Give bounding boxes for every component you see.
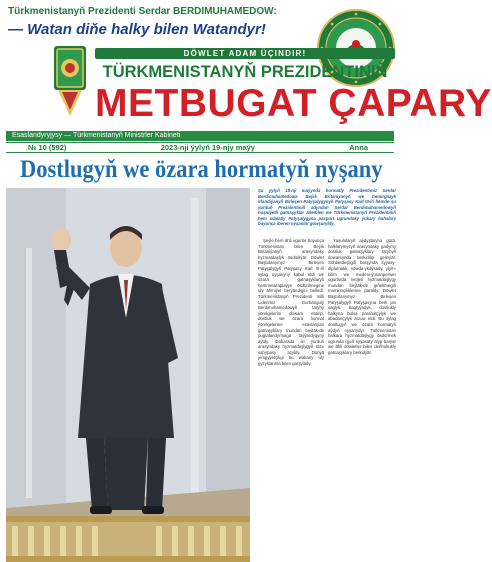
article-lead: Şu ýylyň 18-nji maýynda hormatly Prezidentimiz Serdar Berdimuhamedowa Beýik Britaniýanyň we Demirgazyk Irlandiýanyň Birleşen Patyşalygynyň Patyşasy Karl III-iň hemde şu ýurduň Prezidentiniň adyndan Serdar Berdimuhamedowyň hoşniýetli gatnaşyklar äňedilen we Türkmenistanyň Prezidentiniň hem adalatly Patyşalygyna pasport ugrundaky ýokary bahalary boýunça iberen nyşanlar gowşuryldy. <box>258 188 396 226</box>
issue-info-strip <box>6 142 394 153</box>
president-photo <box>6 188 250 562</box>
issue-weekday: Anna <box>349 143 368 152</box>
article-column-2 <box>328 238 396 562</box>
masthead-banner: DÖWLET ADAM ÜÇINDIR! <box>95 48 395 59</box>
top-slogan <box>8 6 308 46</box>
state-emblem-icon <box>48 46 92 118</box>
issue-number: № 10 (592) <box>28 143 67 152</box>
article-column-1 <box>258 238 324 562</box>
slogan-line-2: — Watan diňe halky bilen Watandyr! <box>8 21 266 38</box>
slogan-line-1: Türkmenistanyň Prezidenti Serdar BERDIMUHAMEDOW: <box>8 6 277 17</box>
newspaper-title: METBUGAT ÇAPARY <box>95 82 492 125</box>
masthead <box>95 48 492 128</box>
article-text-1: Şeýle hem ähli ugurlar boýunça Türkmenistan bilen Beýik Britaniýanyň arasyndaky hyzmatdaşlyk ösdürilýär. Döwlet Baştutanymyz Birleşen Patyşalygyň Patyşasy Karl III-iň sylag nyşanyny kabul etdi we özara gatnaşyklaryň hemmetaraplaýyn ösdürilmegine uly ähmiýet berýändigini belledi. Türkmenistanyň Prezidenti milli Liderimiz Gurbanguly Berdimuhamedowyň taryhy ýörelgelerini dowam etdirip, dostluk we özara hormat ýörelgelerine esaslanýan gatnaşyklary mundan beýläk-de pugtalandyrmaga taýýardygyny aýtdy. Dabarada iki ýurduň arasyndaky hyzmatdaşlygyň täze sahypasy açyldy. Dünýä jemgyýetçiligi bu wakany uly gyzyklanma bilen garşylady. <box>258 238 324 367</box>
article-text-2: Ýaşulularyň aýdyşlaryna görä, halklarymyzyň arasyndaky gadymy dostluk gatnaşyklary taryhyň dowamynda berkidilip gelinýär. Söhbetdeşligiň barşynda syýasy-diplomatik, söwda-ykdysady, ylym-bilim we medeni-ynsanperwer ugurlarda netijeli hyzmatdaşlygy mundan beýläk-de giňeltmegiň mümkinçiliklerine garaldy. Döwlet Baştutanymyz Birleşen Patyşalygyň Patyşasyna berk jan saglyk, bagtyýarlyk, dostlukly halkyna bolsa parahatçylyk we abadançylyk arzuw etdi. Bu sylag dostlugyň we özara hormatyň aýdyň nyşanydyr. Türkmenistan halkara hyzmatdaşlygy ösdürmek ugrunda işjeň syýasaty alyp barýar we ähli döwletler bilen deňhukukly gatnaşyklary berkidýär. <box>328 238 396 355</box>
issue-date: 2023-nji ýylyň 19-njy maýy <box>160 143 255 152</box>
masthead-subtitle: TÜRKMENISTANYŇ PREZIDENTINIŇ <box>102 63 388 81</box>
article-headline: Dostlugyň we özara hormatyň nyşany <box>20 156 383 183</box>
founder-strip: Esaslandyryjysy — Türkmenistanyň Ministrler Kabineti <box>6 131 394 141</box>
